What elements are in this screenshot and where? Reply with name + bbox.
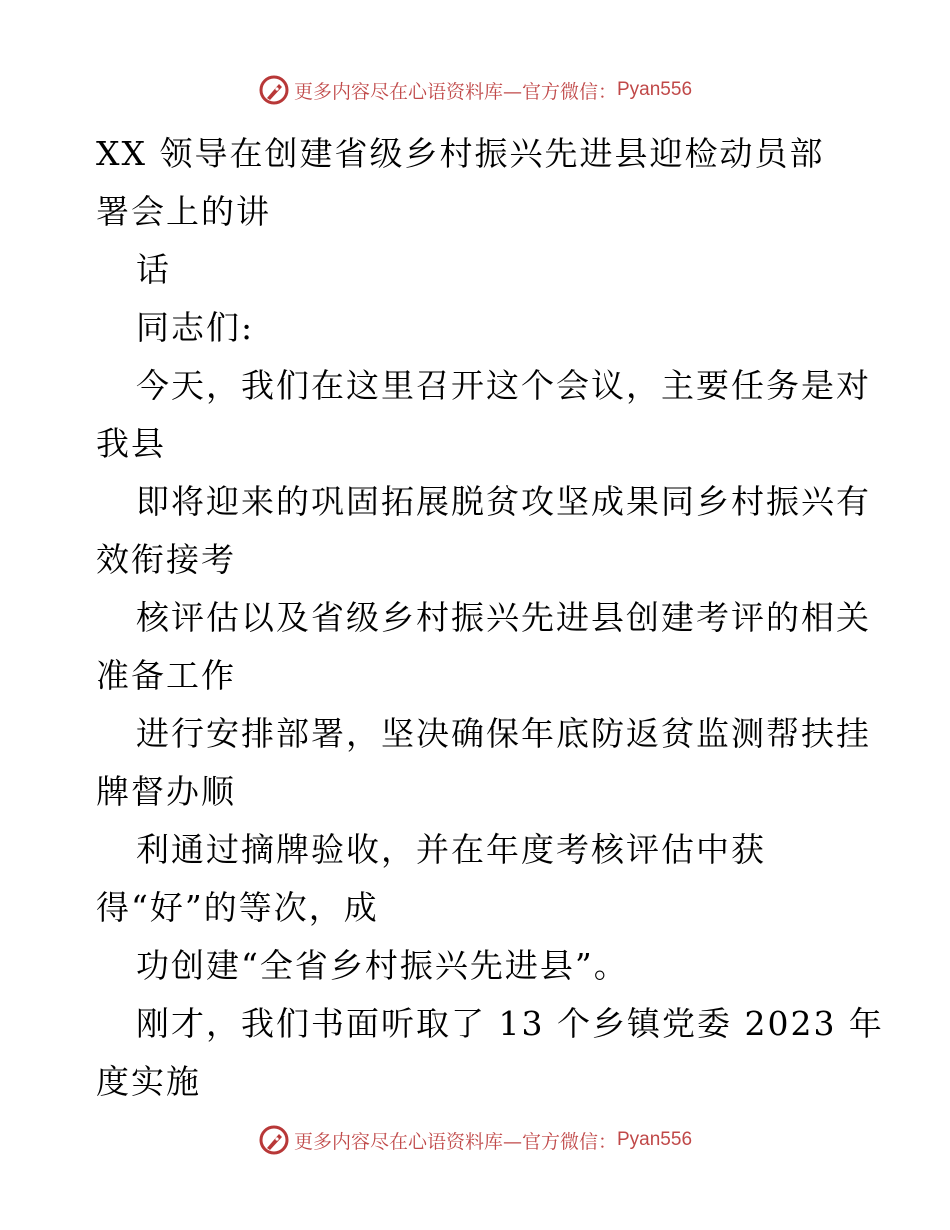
paragraph-line: 核评估以及省级乡村振兴先进县创建考评的相关 (136, 598, 871, 637)
paragraph-line: 效衔接考 (96, 540, 236, 579)
paragraph-line: 今天，我们在这里召开这个会议，主要任务是对 (136, 366, 871, 405)
paragraph-line: 利通过摘牌验收，并在年度考核评估中获 (136, 830, 766, 869)
paragraph-line: 进行安排部署，坚决确保年底防返贫监测帮扶挂 (136, 714, 871, 753)
header-banner-text: 更多内容尽在心语资料库—官方微信： (293, 80, 617, 103)
paragraph-line: 度实施 (96, 1062, 201, 1101)
paragraph-line: 得“好”的等次，成 (96, 888, 379, 927)
pen-nib-logo-icon (258, 74, 290, 106)
header-banner (0, 70, 950, 110)
header-wechat-id: Pyan556 (617, 79, 693, 100)
document-body (96, 125, 884, 1111)
title-line-2: 署会上的讲 (96, 192, 271, 231)
paragraph-line: 牌督办顺 (96, 772, 236, 811)
pen-nib-logo-icon (258, 1124, 290, 1156)
title-line-3: 话 (136, 250, 171, 289)
paragraph-line: 我县 (96, 424, 166, 463)
paragraph-line: 即将迎来的巩固拓展脱贫攻坚成果同乡村振兴有 (136, 482, 871, 521)
footer-banner (0, 1120, 950, 1160)
footer-wechat-id: Pyan556 (617, 1129, 693, 1150)
salutation: 同志们: (136, 308, 255, 347)
title-line-1: XX 领导在创建省级乡村振兴先进县迎检动员部 (96, 134, 825, 173)
footer-banner-text: 更多内容尽在心语资料库—官方微信： (293, 1130, 617, 1153)
paragraph-line: 刚才，我们书面听取了 13 个乡镇党委 2023 年 (136, 1004, 884, 1043)
paragraph-line: 准备工作 (96, 656, 236, 695)
paragraph-line: 功创建“全省乡村振兴先进县”。 (136, 946, 629, 985)
